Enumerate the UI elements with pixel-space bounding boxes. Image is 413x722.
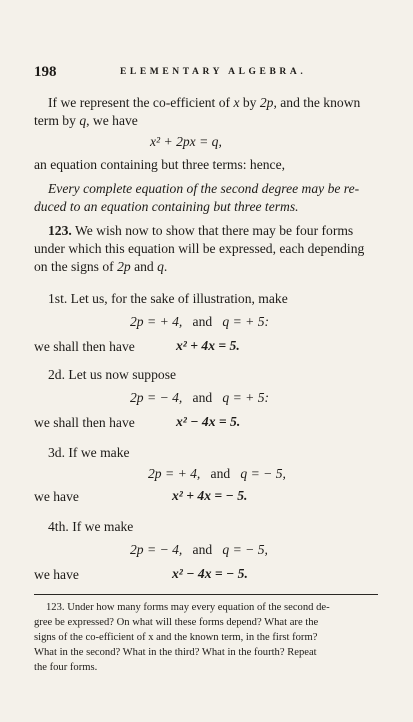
article-line-3: on the signs of 2p and q. [34, 259, 168, 274]
footnote-line-2: gree be expressed? On what will these forms depend? What are the [34, 617, 319, 628]
case-4-result: x² − 4x = − 5. [172, 566, 248, 581]
case-4-intro: 4th. If we make [48, 519, 134, 534]
case-3-result: x² + 4x = − 5. [172, 488, 248, 503]
footnote-line-1: 123. Under how many forms may every equation of the second de- [46, 602, 330, 613]
case-4-conditions: 2p = − 4, and q = − 5, [130, 542, 268, 557]
page-header [34, 64, 378, 84]
case-3-lead: we have [34, 489, 79, 504]
case-2-intro: 2d. Let us now suppose [48, 367, 177, 382]
intro-line-1: If we represent the co-efficient of x by 2p, and the known [48, 95, 361, 110]
case-1-conditions: 2p = + 4, and q = + 5: [130, 314, 270, 329]
case-3-conditions: 2p = + 4, and q = − 5, [148, 466, 286, 481]
intro-line-2: term by q, we have [34, 113, 138, 128]
case-2-lead: we shall then have [34, 415, 135, 430]
case-4-lead: we have [34, 567, 79, 582]
footnote-divider [34, 594, 378, 595]
case-2-conditions: 2p = − 4, and q = + 5: [130, 390, 270, 405]
article-number: 123. [48, 223, 72, 238]
rule-line-1: Every complete equation of the second degree may be re- [48, 181, 360, 196]
article-line-2: under which this equation will be expressed, each depending [34, 241, 365, 256]
case-3-intro: 3d. If we make [48, 445, 130, 460]
case-1-result: x² + 4x = 5. [176, 338, 240, 353]
intro-line-3: an equation containing but three terms: hence, [34, 157, 286, 172]
general-equation: x² + 2px = q, [150, 134, 222, 149]
case-1-lead: we shall then have [34, 339, 135, 354]
case-2-result: x² − 4x = 5. [176, 414, 241, 429]
rule-line-2: duced to an equation containing but three terms. [34, 199, 299, 214]
footnote-line-3: signs of the co-efficient of x and the known term, in the first form? [34, 632, 318, 643]
running-title: ELEMENTARY ALGEBRA. [120, 67, 307, 77]
article-line-1: 123. We wish now to show that there may be four forms [48, 223, 354, 238]
footnote-line-5: the four forms. [34, 662, 98, 673]
page-number: 198 [34, 64, 57, 80]
footnote-line-4: What in the second? What in the third? What in the fourth? Repeat [34, 647, 317, 658]
case-1-intro: 1st. Let us, for the sake of illustration, make [48, 291, 288, 306]
